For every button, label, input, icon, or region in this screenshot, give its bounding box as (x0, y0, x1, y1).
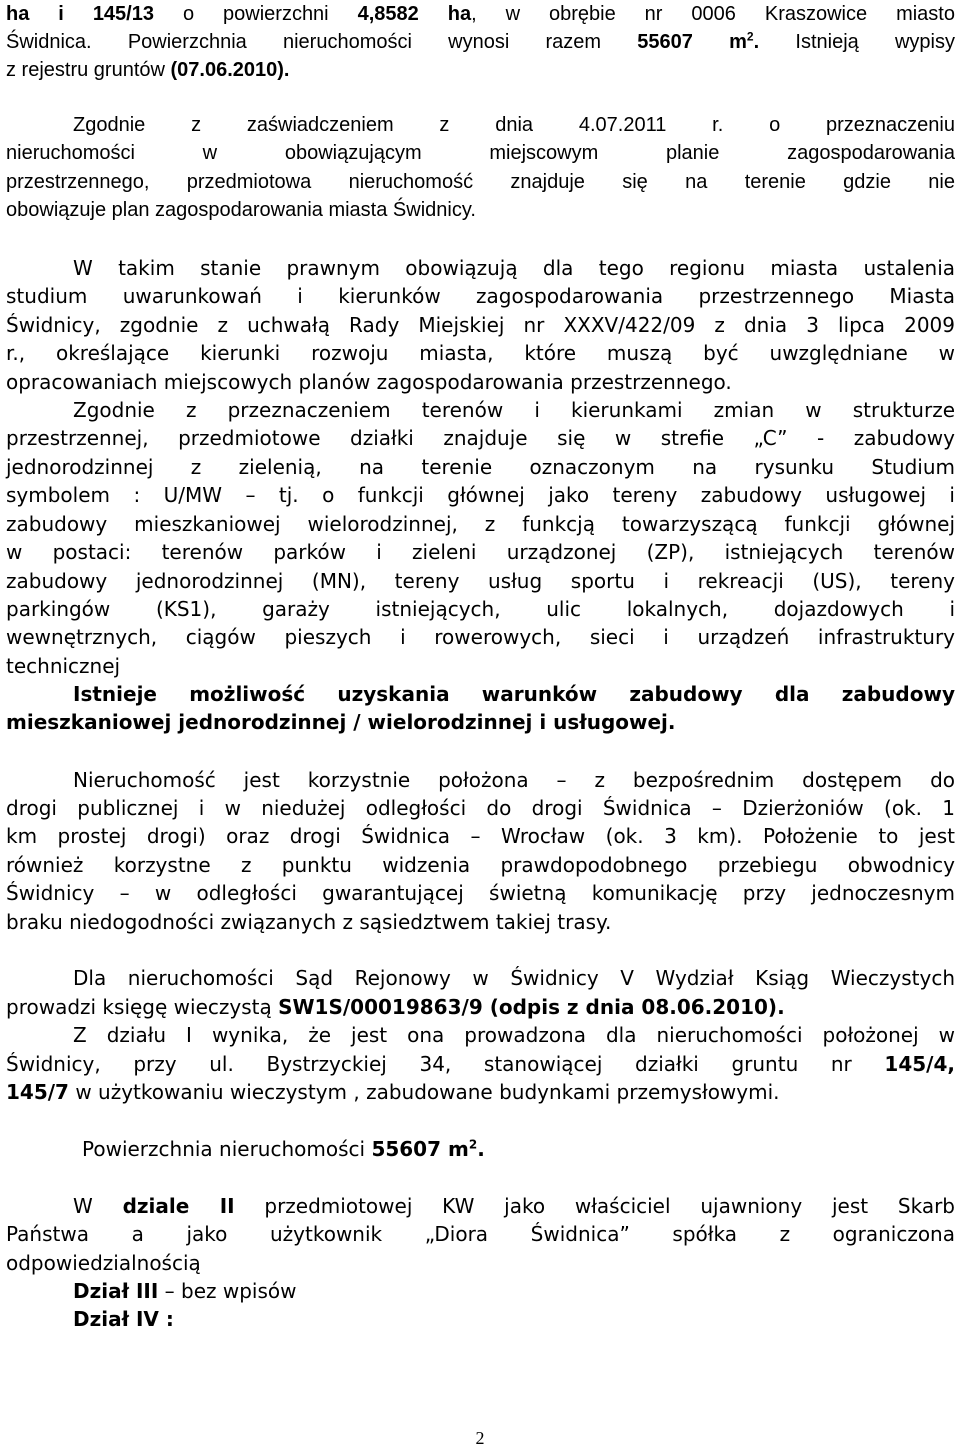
text-line: ha i 145/13 o powierzchni 4,8582 ha, w obrębie nr 0006 Kraszowice miasto (6, 3, 955, 25)
text-line: zabudowy jednorodzinnej (MN), tereny usług sportu i rekreacji (US), tereny (6, 569, 955, 593)
text-line: Zgodnie z przeznaczeniem terenów i kierunkami zmian w strukturze (73, 398, 955, 422)
text-line: parkingów (KS1), garaży istniejących, ulic lokalnych, dojazdowych i (6, 597, 955, 621)
page-number: 2 (475, 1428, 485, 1448)
text-line: 145/7 w użytkowaniu wieczystym , zabudowane budynkami przemysłowymi. (6, 1080, 780, 1104)
text-line: przestrzennego, przedmiotowa nieruchomość znajduje się na terenie gdzie nie (6, 171, 955, 193)
text-line: symbolem : U/MW – tj. o funkcji głównej jako tereny zabudowy usługowej i (6, 483, 955, 507)
text-line: jednorodzinnej z zielenią, na terenie oznaczonym na rysunku Studium (6, 455, 955, 479)
text-line: przestrzennej, przedmiotowe działki znajduje się w strefie „C” - zabudowy (6, 426, 955, 450)
text-line: również korzystne z punktu widzenia prawdopodobnego przebiegu obwodnicy (6, 853, 955, 877)
text-line: z rejestru gruntów (07.06.2010). (6, 59, 290, 81)
text-line: Świdnicy, zgodnie z uchwałą Rady Miejskiej nr XXXV/422/09 z dnia 3 lipca 2009 (6, 313, 955, 337)
text-line: nieruchomości w obowiązującym miejscowym planie zagospodarowania (6, 142, 955, 164)
text-line: Świdnica. Powierzchnia nieruchomości wynosi razem 55607 $m^2$. Istnieją wypisy (6, 29, 955, 53)
section-line: Dział IV : (73, 1307, 174, 1331)
text-line: odpowiedzialnością (6, 1251, 201, 1275)
text-line: opracowaniach miejscowych planów zagospodarowania przestrzennego. (6, 370, 732, 394)
highlight-line: Istnieje możliwość uzyskania warunków zabudowy dla zabudowy (73, 682, 955, 706)
section-line: Dział III – bez wpisów (73, 1279, 297, 1303)
text-line: r., określające kierunki rozwoju miasta, które muszą być uwzględniane w (6, 341, 955, 365)
text-line: wewnętrznych, ciągów pieszych i rowerowych, sieci i urządzeń infrastruktury (6, 625, 955, 649)
text-line: Nieruchomość jest korzystnie położona – z bezpośrednim dostępem do (73, 768, 955, 792)
text-line: km prostej drogi) oraz drogi Świdnica – Wrocław (ok. 3 km). Położenie to jest (6, 824, 955, 848)
text-line: prowadzi księgę wieczystą SW1S/00019863/9 (odpis z dnia 08.06.2010). (6, 995, 785, 1019)
text-line: Dla nieruchomości Sąd Rejonowy w Świdnicy V Wydział Ksiąg Wieczystych (73, 966, 955, 990)
text-line: Powierzchnia nieruchomości 55607 $m^2$. (82, 1137, 485, 1161)
text-line: braku niedogodności związanych z sąsiedztwem takiej trasy. (6, 910, 612, 934)
text-line: zabudowy mieszkaniowej wielorodzinnej, z funkcją towarzyszącą funkcji głównej (6, 512, 955, 536)
highlight-line: mieszkaniowej jednorodzinnej / wielorodzinnej i usługowej. (6, 710, 676, 734)
text-line: W dziale II przedmiotowej KW jako właściciel ujawniony jest Skarb (73, 1194, 955, 1218)
text-line: Świdnicy – w odległości gwarantującej świetną komunikację przy jednoczesnym (6, 881, 955, 905)
text-line: technicznej (6, 654, 121, 678)
text-line: Świdnicy, przy ul. Bystrzyckiej 34, stanowiącej działki gruntu nr 145/4, (6, 1052, 955, 1076)
text-line: Zgodnie z zaświadczeniem z dnia 4.07.2011 r. o przeznaczeniu (73, 114, 955, 136)
text-line: obowiązuje plan zagospodarowania miasta Świdnicy. (6, 199, 476, 221)
text-line: w postaci: terenów parków i zieleni urządzonej (ZP), istniejących terenów (6, 540, 955, 564)
text-line: studium uwarunkowań i kierunków zagospodarowania przestrzennego Miasta (6, 284, 955, 308)
text-line: W takim stanie prawnym obowiązują dla tego regionu miasta ustalenia (73, 256, 955, 280)
text-line: drogi publicznej i w niedużej odległości do drogi Świdnica – Dzierżoniów (ok. 1 (6, 796, 955, 820)
text-line: Z działu I wynika, że jest ona prowadzona dla nieruchomości położonej w (73, 1023, 955, 1047)
text-line: Państwa a jako użytkownik „Diora Świdnica” spółka z ograniczona (6, 1222, 955, 1246)
